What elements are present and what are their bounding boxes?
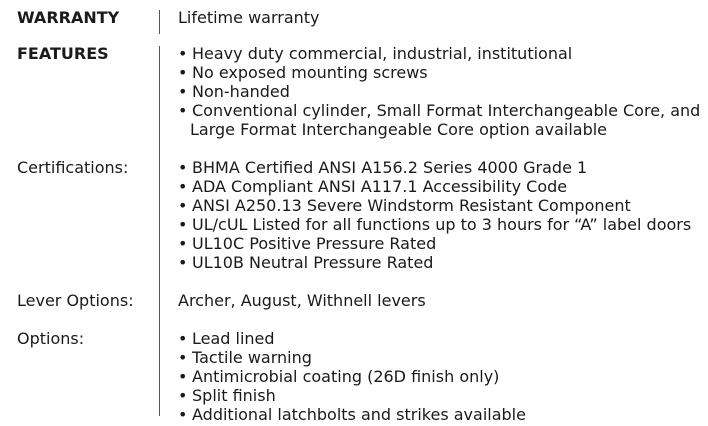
- option-item: • Split finish: [178, 386, 706, 405]
- warranty-label: WARRANTY: [17, 8, 120, 27]
- option-item: • Additional latchbolts and strikes available: [178, 405, 706, 424]
- lever-options-value: Archer, August, Withnell levers: [178, 291, 426, 310]
- certifications-list: [178, 158, 706, 272]
- certification-item: • ADA Compliant ANSI A117.1 Accessibility Code: [178, 177, 706, 196]
- certification-item: • UL/cUL Listed for all functions up to 3 hours for “A” label doors: [178, 215, 706, 234]
- features-label: FEATURES: [17, 44, 109, 63]
- option-item: • Tactile warning: [178, 348, 706, 367]
- features-list: [178, 44, 706, 120]
- option-item: • Antimicrobial coating (26D finish only): [178, 367, 706, 386]
- warranty-value: Lifetime warranty: [178, 8, 320, 27]
- certification-item: • UL10C Positive Pressure Rated: [178, 234, 706, 253]
- certifications-list-container: [178, 158, 706, 272]
- options-list-container: [178, 329, 706, 424]
- feature-item-continuation: Large Format Interchangeable Core option available: [190, 120, 608, 139]
- certification-item: • UL10B Neutral Pressure Rated: [178, 253, 706, 272]
- certifications-label: Certifications:: [17, 158, 129, 177]
- feature-item: • Heavy duty commercial, industrial, institutional: [178, 44, 706, 63]
- certification-item: • BHMA Certified ANSI A156.2 Series 4000 Grade 1: [178, 158, 706, 177]
- options-label: Options:: [17, 329, 85, 348]
- lever-options-label: Lever Options:: [17, 291, 134, 310]
- features-list-container: [178, 44, 706, 139]
- section-divider: [159, 46, 160, 416]
- feature-item: • Conventional cylinder, Small Format Interchangeable Core, and: [178, 101, 706, 120]
- warranty-divider: [159, 10, 160, 34]
- options-list: [178, 329, 706, 424]
- feature-item: • No exposed mounting screws: [178, 63, 706, 82]
- certification-item: • ANSI A250.13 Severe Windstorm Resistant Component: [178, 196, 706, 215]
- feature-item: • Non-handed: [178, 82, 706, 101]
- option-item: • Lead lined: [178, 329, 706, 348]
